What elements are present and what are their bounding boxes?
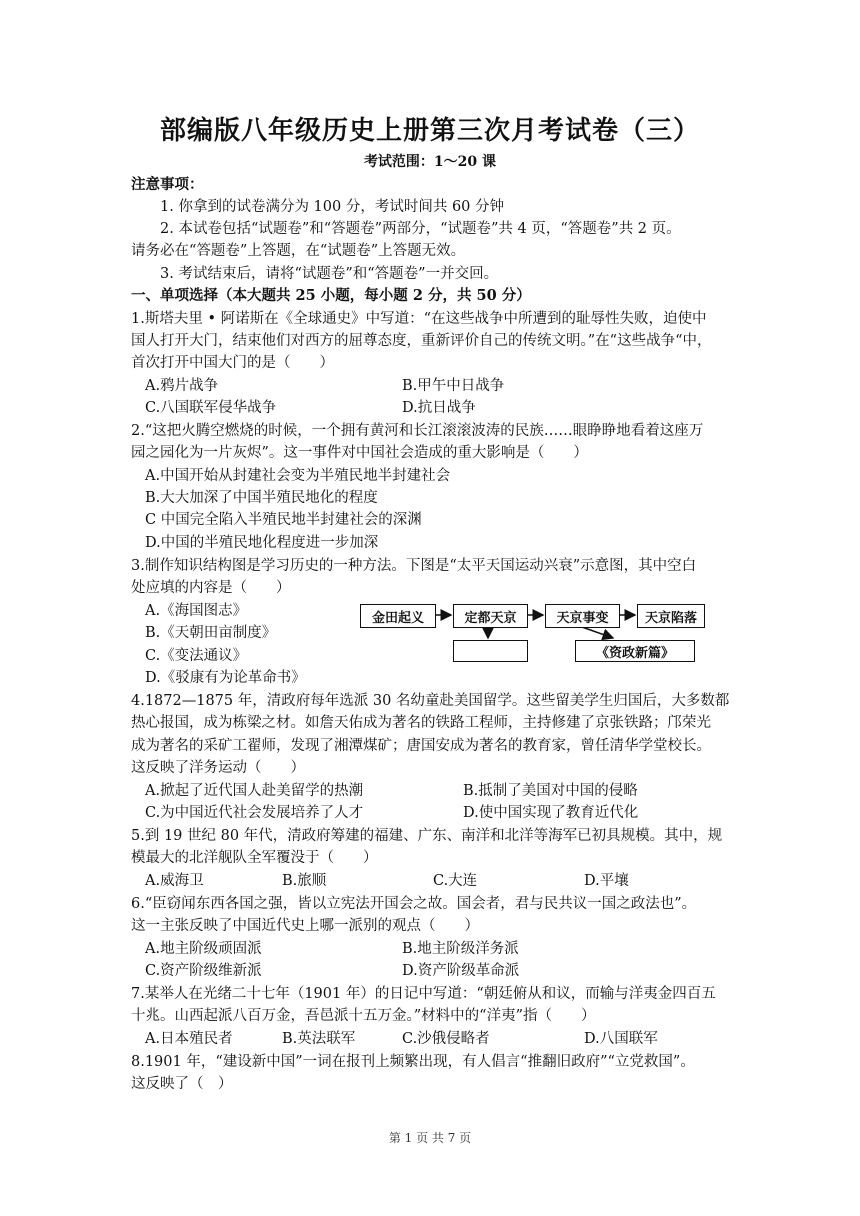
question-7-line-2: 十兆。山西起派八百万金，吾邑派十五万金。”材料中的“洋夷”指（ ） (131, 1008, 596, 1024)
q2-option-c[interactable]: C 中国完全陷入半殖民地半封建社会的深渊 (145, 512, 422, 528)
q6-option-b[interactable]: B.地主阶级洋务派 (402, 941, 519, 957)
taiping-diagram (358, 598, 708, 664)
q4-option-c[interactable]: C.为中国近代社会发展培养了人才 (145, 805, 364, 821)
question-3-line-2: 处应填的内容是（ ） (131, 580, 291, 596)
question-8-line-1: 8.1901 年，“建设新中国”一词在报刊上频繁出现，有人倡言“推翻旧政府”“立党救国”。 (131, 1054, 695, 1070)
page-footer: 第 1 页 共 7 页 (388, 1131, 472, 1145)
q7-option-c[interactable]: C.沙俄侵略者 (402, 1031, 490, 1047)
q7-option-d[interactable]: D.八国联军 (584, 1031, 658, 1047)
section-heading: 一、单项选择（本大题共 25 小题，每小题 2 分，共 50 分） (131, 287, 531, 304)
notice-heading: 注意事项： (131, 176, 204, 193)
question-5-line-1: 5.到 19 世纪 80 年代，清政府筹建的福建、广东、南洋和北洋等海军已初具规模。其中，规 (131, 828, 723, 844)
page-title: 部编版八年级历史上册第三次月考试卷（三） (159, 116, 700, 146)
q2-option-d[interactable]: D.中国的半殖民地化程度进一步加深 (145, 535, 379, 551)
notice-item-2: 2. 本试卷包括“试题卷”和“答题卷”两部分，“试题卷”共 4 页，“答题卷”共 2 页。 (160, 221, 681, 237)
q4-option-b[interactable]: B.抵制了美国对中国的侵略 (463, 783, 638, 799)
question-2-line-1: 2.“这把火腾空燃烧的时候，一个拥有黄河和长江滚滚波涛的民族……眼睁睁地看着这座万 (131, 423, 704, 439)
question-8-line-2: 这反映了（ ） (131, 1076, 233, 1092)
question-7-line-1: 7.某举人在光绪二十七年（1901 年）的日记中写道：“朝廷俯从和议，而输与洋夷金四百五 (131, 986, 716, 1002)
q5-option-d[interactable]: D.平壤 (584, 873, 629, 889)
q3-option-d[interactable]: D.《驳康有为论革命书》 (145, 670, 306, 686)
question-1-line-3: 首次打开中国大门的是（ ） (131, 355, 334, 371)
q3-option-c[interactable]: C.《变法通议》 (145, 648, 248, 664)
diagram-box-zizheng: 《资政新篇》 (575, 640, 695, 662)
question-6-line-1: 6.“臣窃闻东西各国之强，皆以立宪法开国会之故。国会者，君与民共议一国之政法也”。 (131, 896, 697, 912)
diagram-blank-box (453, 640, 528, 662)
question-1-line-2: 国人打开大门，结束他们对西方的屈尊态度，重新评价自己的传统文明。”在“这些战争“中， (131, 333, 712, 349)
q6-option-c[interactable]: C.资产阶级维新派 (145, 963, 262, 979)
question-4-line-1: 4.1872—1875 年，清政府每年选派 30 名幼童赴美国留学。这些留美学生归国后，大多数都 (131, 693, 730, 709)
question-5-line-2: 模最大的北洋舰队全军覆没于（ ） (131, 850, 378, 866)
q5-option-a[interactable]: A.威海卫 (145, 873, 204, 889)
diagram-box-jintian: 金田起义 (360, 604, 436, 628)
q6-option-d[interactable]: D.资产阶级革命派 (402, 963, 520, 979)
question-4-line-4: 这反映了洋务运动（ ） (131, 760, 305, 776)
q5-option-c[interactable]: C.大连 (433, 873, 478, 889)
notice-item-1: 1. 你拿到的试卷满分为 100 分，考试时间共 60 分钟 (160, 199, 505, 215)
question-1-line-1: 1.斯塔夫里 • 阿诺斯在《全球通史》中写道：“在这些战争中所遭到的耻辱性失败，迫使中 (131, 311, 707, 327)
q4-option-d[interactable]: D.使中国实现了教育近代化 (463, 805, 639, 821)
q4-option-a[interactable]: A.掀起了近代国人赴美留学的热潮 (145, 783, 364, 799)
q1-option-b[interactable]: B.甲午中日战争 (402, 378, 505, 394)
q5-option-b[interactable]: B.旅顺 (282, 873, 327, 889)
q3-option-b[interactable]: B.《天朝田亩制度》 (145, 625, 277, 641)
question-6-line-2: 这一主张反映了中国近代史上哪一派别的观点（ ） (131, 918, 479, 934)
diagram-box-dingdu: 定都天京 (453, 604, 528, 628)
question-2-line-2: 园之园化为一片灰烬”。这一事件对中国社会造成的重大影响是（ ） (131, 445, 588, 461)
q3-option-a[interactable]: A.《海国图志》 (145, 603, 248, 619)
q1-option-d[interactable]: D.抗日战争 (402, 400, 476, 416)
q2-option-b[interactable]: B.大大加深了中国半殖民地化的程度 (145, 490, 378, 506)
question-3-line-1: 3.制作知识结构图是学习历史的一种方法。下图是“太平天国运动兴衰”示意图，其中空白 (131, 558, 697, 574)
q7-option-b[interactable]: B.英法联军 (282, 1031, 356, 1047)
question-4-line-2: 热心报国，成为栋梁之材。如詹天佑成为著名的铁路工程师，主持修建了京张铁路；邝荣光 (131, 715, 711, 731)
q1-option-c[interactable]: C.八国联军侵华战争 (145, 400, 277, 416)
q6-option-a[interactable]: A.地主阶级顽固派 (145, 941, 262, 957)
question-4-line-3: 成为著名的采矿工翟师，发现了湘潭煤矿；唐国安成为著名的教育家，曾任清华学堂校长。 (131, 738, 711, 754)
q1-option-a[interactable]: A.鸦片战争 (145, 378, 219, 394)
notice-item-3: 3. 考试结束后，请将“试题卷”和“答题卷”一并交回。 (160, 266, 499, 282)
diagram-box-shibian: 天京事变 (545, 604, 620, 628)
exam-range: 考试范围：1～20 课 (363, 154, 497, 170)
q7-option-a[interactable]: A.日本殖民者 (145, 1031, 233, 1047)
diagram-box-xianluo: 天京陷落 (637, 604, 705, 628)
notice-item-2-cont: 请务必在“答题卷”上答题，在“试题卷”上答题无效。 (131, 243, 466, 259)
q2-option-a[interactable]: A.中国开始从封建社会变为半殖民地半封建社会 (145, 468, 451, 484)
